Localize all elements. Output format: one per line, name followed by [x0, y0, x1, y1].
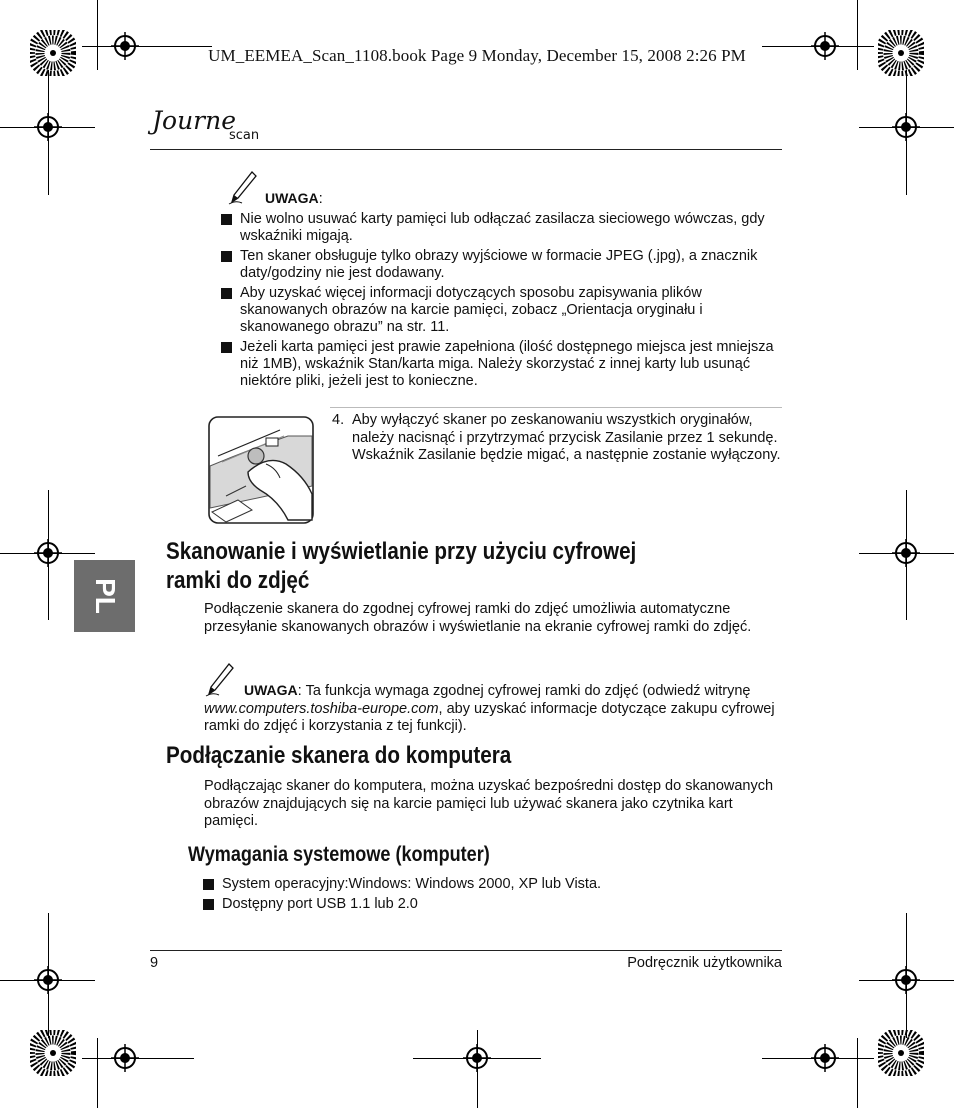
step-text: Aby wyłączyć skaner po zeskanowaniu wszystkich oryginałów, należy nacisnąć i przytrzymać przycisk Zasilanie przez 1 sekundę. Wskaźnik Zasilanie będzie migać, a następnie zostanie wyłączony.	[352, 412, 781, 463]
language-tab-label: PL	[89, 578, 121, 614]
website-link: www.computers.toshiba-europe.com	[204, 700, 439, 717]
bullet-square-icon	[203, 899, 214, 910]
list-item-text: Nie wolno usuwać karty pamięci lub odłączać zasilacza sieciowego wówczas, gdy wskaźniki migają.	[240, 211, 765, 244]
print-header: UM_EEMEA_Scan_1108.book Page 9 Monday, December 15, 2008 2:26 PM	[208, 46, 746, 65]
list-item-text: Ten skaner obsługuje tylko obrazy wyjściowe w formacie JPEG (.jpg), a znacznik daty/godziny nie jest dodawany.	[240, 248, 758, 281]
step-rule	[330, 407, 782, 408]
registration-mark-icon	[892, 539, 920, 567]
list-item-text: Dostępny port USB 1.1 lub 2.0	[222, 896, 418, 912]
list-item	[221, 248, 781, 282]
footer-title: Podręcznik użytkownika	[627, 955, 782, 971]
note-colon: :	[318, 190, 323, 207]
step-4	[332, 412, 782, 465]
bullet-square-icon	[203, 879, 214, 890]
note-text: Ta funkcja wymaga zgodnej cyfrowej ramki do zdjęć (odwiedź witrynę	[301, 683, 751, 699]
starburst-target-icon	[878, 1030, 924, 1076]
logo-sub: scan	[229, 128, 260, 143]
registration-mark-icon	[34, 539, 62, 567]
section-heading	[166, 537, 636, 595]
note-label: UWAGA	[244, 682, 298, 698]
footer-rule	[150, 950, 782, 951]
pencil-note-icon	[228, 170, 258, 206]
section-body: Podłączając skaner do komputera, można uzyskać bezpośredni dostęp do skanowanych obrazów znajdujących się na karcie pamięci lub używać skanera jako czytnika kart pamięci.	[204, 778, 774, 829]
registration-mark-icon	[892, 113, 920, 141]
registration-mark-icon	[34, 966, 62, 994]
list-item	[221, 339, 781, 390]
bullet-square-icon	[221, 214, 232, 225]
note-heading	[265, 190, 323, 208]
note-label: UWAGA	[265, 190, 319, 206]
section-heading-line: Skanowanie i wyświetlanie przy użyciu cyfrowej	[166, 538, 637, 565]
list-item-text: Jeżeli karta pamięci jest prawie zapełniona (ilość dostępnego miejsca jest mniejsza niż 1MB), wskaźnik Stan/karta miga. Należy skorzystać z innej karty lub usunąć niektóre pliki, jeżeli jest to konieczne.	[240, 339, 774, 389]
logo-script: Journe	[152, 106, 237, 135]
list-item	[221, 285, 781, 336]
header-rule	[150, 149, 782, 150]
page-number: 9	[150, 955, 159, 971]
subsection-heading: Wymagania systemowe (komputer)	[188, 843, 490, 866]
starburst-target-icon	[30, 1030, 76, 1076]
note-paragraph	[204, 682, 779, 736]
note-colon: :	[297, 682, 302, 699]
registration-mark-icon	[111, 1044, 139, 1072]
registration-mark-icon	[811, 1044, 839, 1072]
requirements-list	[203, 876, 763, 916]
section-body: Podłączenie skanera do zgodnej cyfrowej ramki do zdjęć umożliwia automatyczne przesyłanie skanowanych obrazów i wyświetlanie na ekranie cyfrowej ramki do zdjęć.	[204, 601, 752, 635]
list-item-text: System operacyjny:Windows: Windows 2000, XP lub Vista.	[222, 876, 602, 892]
bullet-square-icon	[221, 342, 232, 353]
bullet-square-icon	[221, 288, 232, 299]
note-text: , aby uzyskać informacje dotyczące zakupu cyfrowej ramki do zdjęć i korzystania z tej funkcji).	[204, 700, 775, 734]
bullet-square-icon	[221, 251, 232, 262]
note-bullet-list	[221, 211, 781, 393]
registration-mark-icon	[892, 966, 920, 994]
step-number: 4.	[332, 412, 345, 428]
list-item	[203, 896, 763, 913]
registration-mark-icon	[463, 1044, 491, 1072]
list-item-text: Aby uzyskać więcej informacji dotyczących sposobu zapisywania plików skanowanych obrazów na karcie pamięci, zobacz „Orientacja oryginału i skanowanego obrazu” na str. 11.	[240, 285, 703, 335]
scanner-power-button-illustration	[208, 416, 314, 524]
section-heading-line: ramki do zdjęć	[166, 567, 310, 594]
section-heading: Podłączanie skanera do komputera	[166, 742, 512, 769]
list-item	[203, 876, 763, 893]
language-tab	[74, 560, 135, 632]
registration-mark-icon	[34, 113, 62, 141]
list-item	[221, 211, 781, 245]
